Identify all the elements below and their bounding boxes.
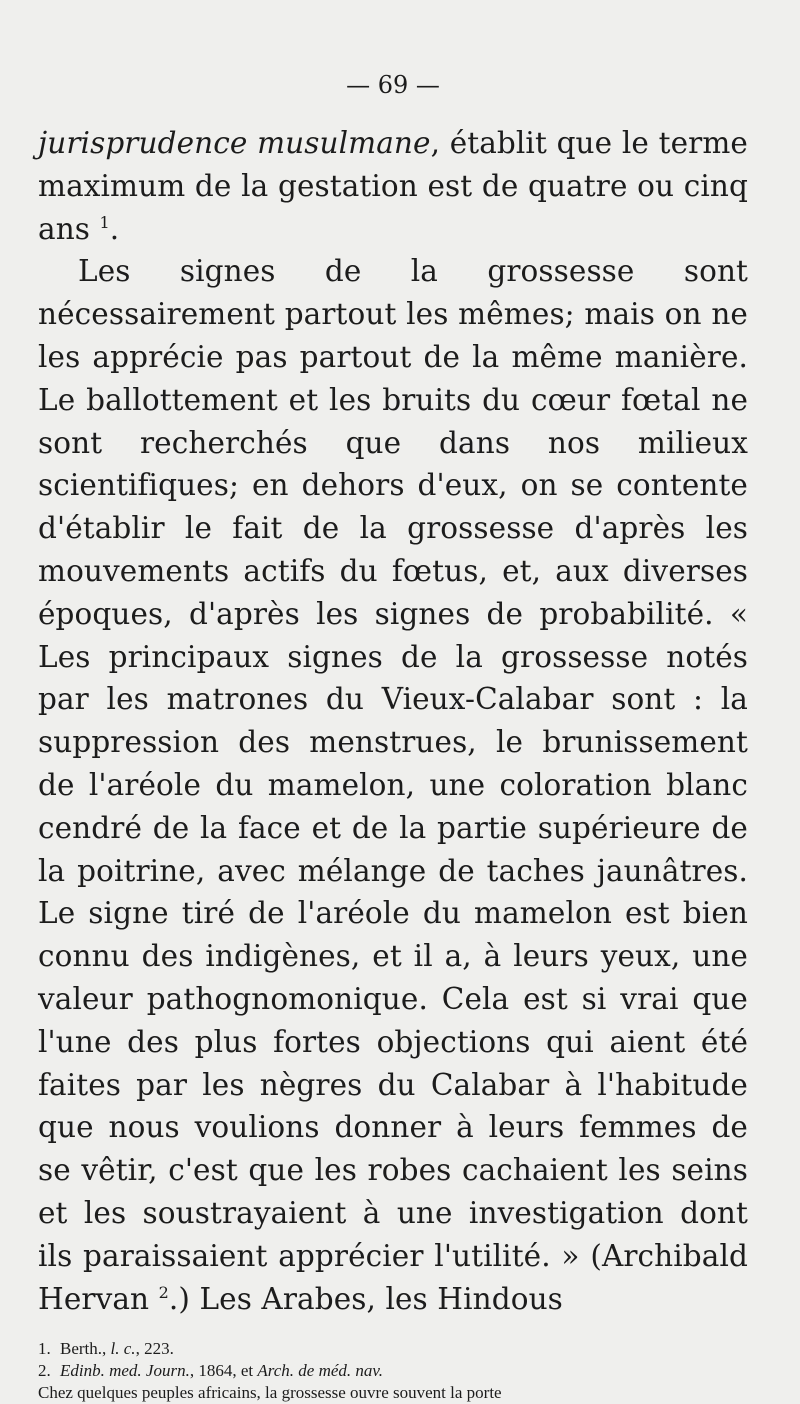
paragraph-text-end: .) Les Arabes, les Hindous (168, 1281, 563, 1316)
footnote-number: 2. (38, 1361, 51, 1381)
footnote-text-end: , 223. (135, 1339, 174, 1359)
footnote-continuation (38, 1382, 748, 1404)
footnote-ref: 1 (99, 212, 110, 232)
paragraph-text: Les signes de la grossesse sont nécessairement partout les mêmes; mais on ne les apprécie pas partout de la même manière. Le ballottement et les bruits du cœur fœtal ne sont recherchés que dans nos milieux scientifiques; en dehors d'eux, on se contente d'établir le fait de la grossesse d'après les mouvements actifs du fœtus, et, aux diverses époques, d'après les signes de probabilité. « Les principaux signes de la grossesse notés par les matrones du Vieux-Calabar sont : la suppression des menstrues, le brunissement de l'aréole du mamelon, une coloration blanc cendré de la face et de la partie supérieure de la poitrine, avec mélange de taches jaunâtres. Le signe tiré de l'aréole du mamelon est bien connu des indigènes, et il a, à leurs yeux, une valeur pathognomonique. Cela est si vrai que l'une des plus fortes objections qui aient été faites par les nègres du Calabar à l'habitude que nous voulions donner à leurs femmes de se vêtir, c'est que les robes cachaient les seins et les soustrayaient à une investigation dont ils paraissaient apprécier l'utilité. » (Archibald Hervan (38, 254, 748, 1316)
paragraph-text-end: . (109, 211, 120, 246)
footnote-number: 1. (38, 1339, 51, 1359)
paragraph-continuation (38, 122, 748, 250)
footnote-italic: Edinb. med. Journ. (60, 1361, 190, 1381)
footnote-text: Berth., (60, 1339, 111, 1359)
footnote-2 (38, 1360, 748, 1382)
footnote-ref: 2 (158, 1282, 169, 1302)
footnotes (38, 1338, 748, 1404)
italic-phrase: jurisprudence musulmane (38, 126, 431, 160)
footnote-text: Chez quelques peuples africains, la grossesse ouvre souvent la porte (38, 1383, 502, 1403)
footnote-italic: l. c. (110, 1339, 136, 1359)
footnote-1 (38, 1338, 748, 1360)
footnote-italic-2: Arch. de méd. nav. (257, 1361, 383, 1381)
paragraph-text: , établit que le terme maximum de la gestation est de quatre ou cinq ans (38, 126, 748, 246)
body-text (38, 122, 748, 1320)
page-number: — 69 — (346, 71, 440, 99)
paragraph (38, 250, 748, 1320)
footnote-text-mid: , 1864, et (189, 1361, 258, 1381)
